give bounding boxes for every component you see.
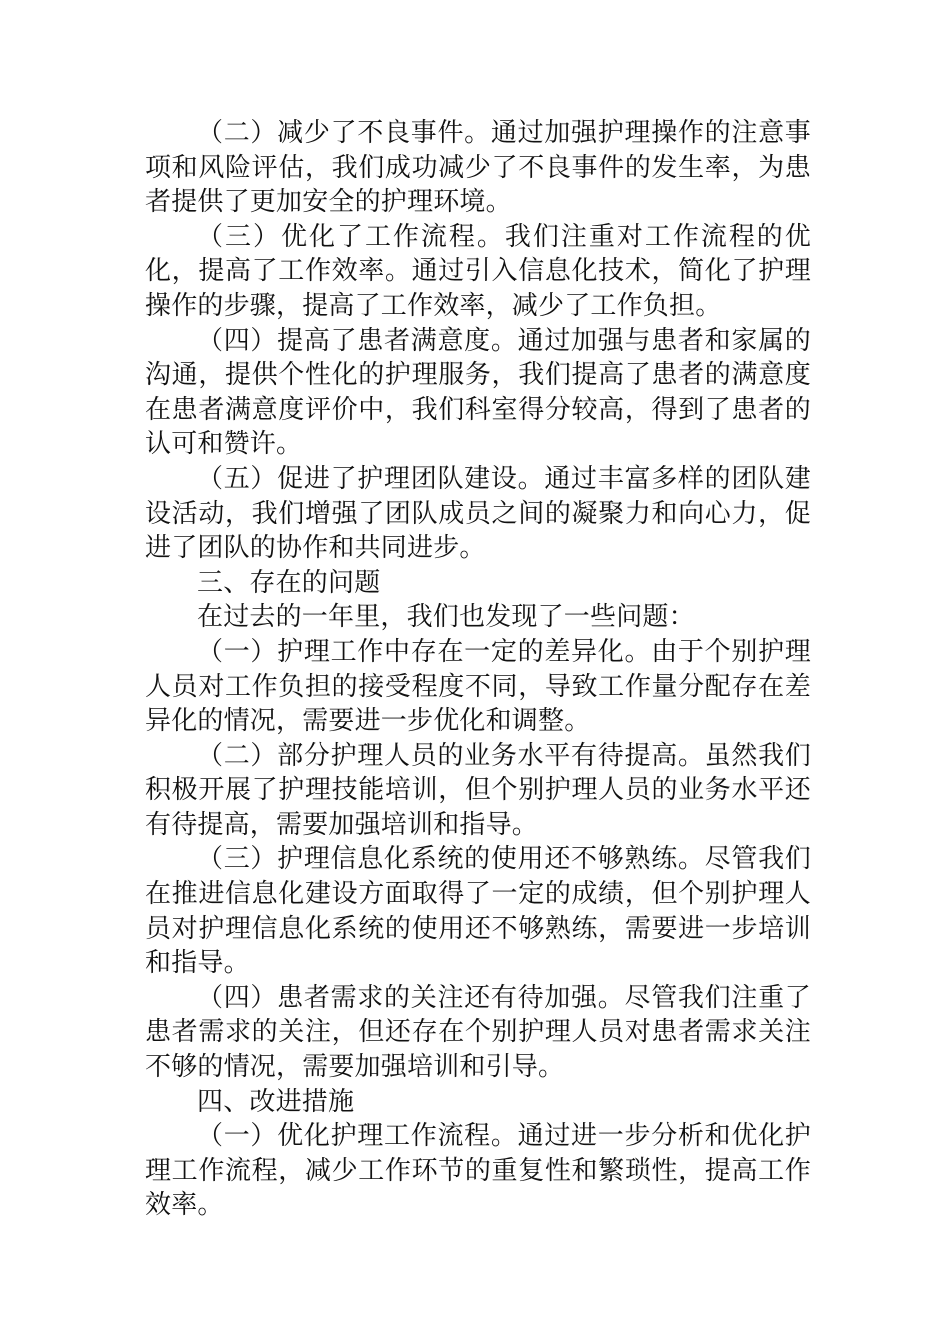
section-heading-improvements: 四、改进措施 <box>197 1086 355 1117</box>
paragraph-problem-differentiation: （一）护理工作中存在一定的差异化。由于个别护理人员对工作负担的接受程度不同，导致工作量分配存在差异化的情况，需要进一步优化和调整。 <box>145 636 811 737</box>
paragraph-optimize-workflow: （三）优化了工作流程。我们注重对工作流程的优化，提高了工作效率。通过引入信息化技术，简化了护理操作的步骤，提高了工作效率，减少了工作负担。 <box>145 221 811 321</box>
paragraph-team-building: （五）促进了护理团队建设。通过丰富多样的团队建设活动，我们增强了团队成员之间的凝聚力和向心力，促进了团队的协作和共同进步。 <box>145 463 811 564</box>
section-heading-problems: 三、存在的问题 <box>197 567 381 598</box>
paragraph-improvement-workflow: （一）优化护理工作流程。通过进一步分析和优化护理工作流程，减少工作环节的重复性和繁琐性，提高工作效率。 <box>145 1121 811 1221</box>
paragraph-problem-information-system: （三）护理信息化系统的使用还不够熟练。尽管我们在推进信息化建设方面取得了一定的成绩，但个别护理人员对护理信息化系统的使用还不够熟练，需要进一步培训和指导。 <box>145 844 811 979</box>
paragraph-patient-satisfaction: （四）提高了患者满意度。通过加强与患者和家属的沟通，提供个性化的护理服务，我们提高了患者的满意度在患者满意度评价中，我们科室得分较高，得到了患者的认可和赞许。 <box>145 325 811 460</box>
document-body <box>145 116 811 1223</box>
paragraph-problem-patient-needs: （四）患者需求的关注还有待加强。尽管我们注重了患者需求的关注，但还存在个别护理人员对患者需求关注不够的情况，需要加强培训和引导。 <box>145 982 811 1083</box>
paragraph-reduce-adverse-events: （二）减少了不良事件。通过加强护理操作的注意事项和风险评估，我们成功减少了不良事件的发生率，为患者提供了更加安全的护理环境。 <box>145 118 811 218</box>
paragraph-problems-intro: 在过去的一年里，我们也发现了一些问题： <box>197 602 695 633</box>
paragraph-problem-skill-level: （二）部分护理人员的业务水平有待提高。虽然我们积极开展了护理技能培训，但个别护理人员的业务水平还有待提高，需要加强培训和指导。 <box>145 740 811 840</box>
